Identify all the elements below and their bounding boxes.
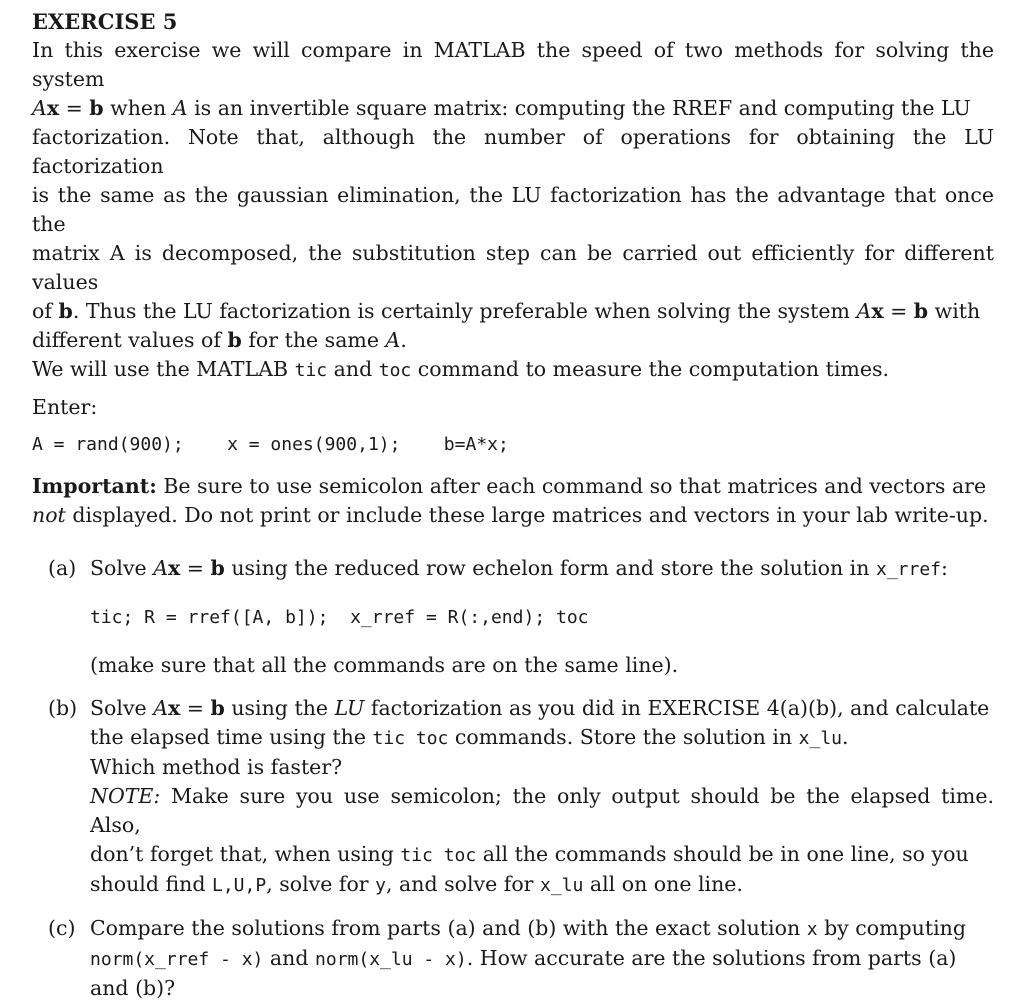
important-note: Important: Be sure to use semicolon after each command so that matrices and vectors are not displayed. Do not print or include these large matrices and vectors in your lab write-up.: [32, 474, 989, 527]
intro-paragraph: In this exercise we will compare in MATLAB the speed of two methods for solving the system Ax = b when A is an invertible square matrix: computing the RREF and computing the LU factorization. Note that, although the number of operations for obtaining the LU factorization is the same as the gaussian elimination, the LU factorization has the advantage that once the matrix A is decomposed, the substitution step can be carried out efficiently for different values of b. Thus the LU factorization is certainly preferable when solving the system Ax = b with different values of b for the same A. We will use the MATLAB tic and toc command to measure the computation times.: [32, 38, 994, 381]
exercise-title: EXERCISE 5: [32, 9, 178, 34]
item-label: (a): [48, 556, 77, 580]
exercise-items: [32, 554, 994, 1003]
item-a: (a) Solve Ax = b using the reduced row echelon form and store the solution in x_rref: tic; R = rref([A, b]); x_rref = R(:,end); toc (make sure that all the commands are on the same line).: [32, 554, 994, 680]
enter-code: A = rand(900); x = ones(900,1); b=A*x;: [32, 434, 509, 455]
item-label: (c): [48, 916, 76, 940]
item-b: (b) Solve Ax = b using the LU factorization as you did in EXERCISE 4(a)(b), and calculate the elapsed time using the tic toc commands. Store the solution in x_lu. Which method is faster? NOTE: Make sure you use semicolon; the only output should be the elapsed time. Also, don’t forget that, when using tic toc all the commands should be in one line, so you should find L,U,P, solve for y, and solve for x_lu all on one line.: [48, 696, 994, 896]
item-c: (c) Compare the solutions from parts (a) and (b) with the exact solution x by computing norm(x_rref - x) and norm(x_lu - x). How accurate are the solutions from parts (a) and (b)?: [48, 916, 966, 1000]
item-label: (b): [48, 696, 78, 720]
item-a-code: tic; R = rref([A, b]); x_rref = R(:,end); toc: [90, 607, 589, 628]
exercise-page: [32, 8, 994, 1003]
enter-label: Enter:: [32, 395, 98, 419]
